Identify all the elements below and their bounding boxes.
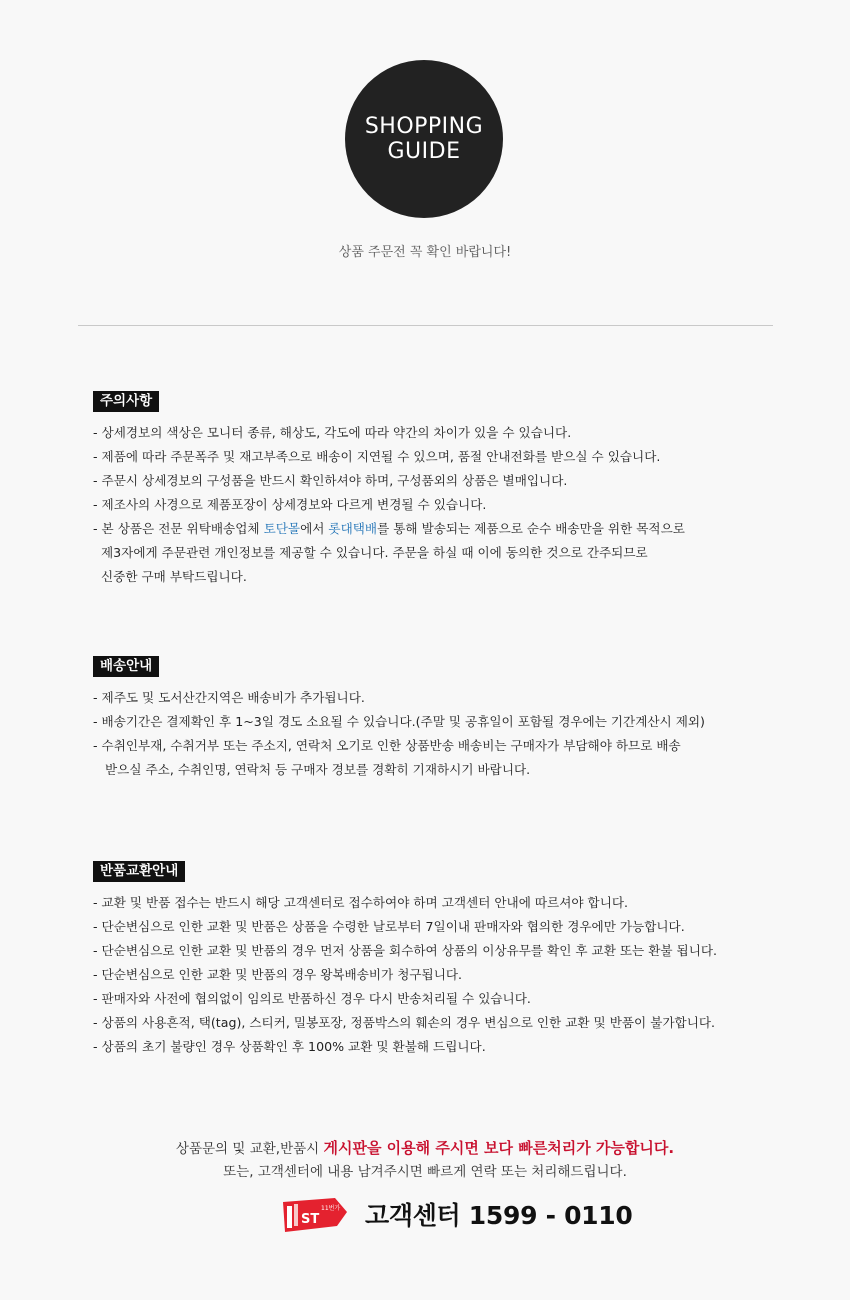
list-item: - 수취인부재, 수취거부 또는 주소지, 연락처 오기로 인한 상품반송 배송비는 구매자가 부담해야 하므로 배송 xyxy=(93,738,681,753)
list-item: - 상품의 사용흔적, 택(tag), 스티커, 밀봉포장, 정품박스의 훼손의 경우 변심으로 인한 교환 및 반품이 불가합니다. xyxy=(93,1015,716,1030)
list-item: - 배송기간은 결제확인 후 1~3일 경도 소요될 수 있습니다.(주말 및 공휴일이 포함될 경우에는 기간계산시 제외) xyxy=(93,714,705,729)
company-name: 토단몰 xyxy=(263,521,301,536)
item-text: - 본 상품은 전문 위탁배송업체 xyxy=(93,521,264,536)
shopping-guide-logo xyxy=(345,60,503,218)
footer-notice-2: 또는, 고객센터에 내용 남겨주시면 빠르게 연락 또는 처리해드립니다. xyxy=(223,1164,627,1180)
logo-text: ST xyxy=(301,1212,320,1227)
caution-list xyxy=(93,421,685,589)
returns-list xyxy=(93,891,717,1059)
caution-section xyxy=(93,390,685,589)
returns-title: 반품교환안내 xyxy=(93,861,185,882)
list-item-continued: 신중한 구매 부탁드립니다. xyxy=(101,569,247,584)
logo-line-2: GUIDE xyxy=(387,139,461,164)
footer-notice-text: 상품문의 및 교환,반품시 xyxy=(175,1141,324,1157)
list-item: - 단순변심으로 인한 교환 및 반품은 상품을 수령한 날로부터 7일이내 판매자와 협의한 경우에만 가능합니다. xyxy=(93,919,685,934)
customer-center xyxy=(277,1194,632,1234)
list-item: - 상품의 초기 불량인 경우 상품확인 후 100% 교환 및 환불해 드립니다. xyxy=(93,1039,486,1054)
list-item-continued: 제3자에게 주문관련 개인정보를 제공할 수 있습니다. 주문을 하실 때 이에 동의한 것으로 간주되므로 xyxy=(101,545,648,560)
list-item: - 판매자와 사전에 협의없이 임의로 반품하신 경우 다시 반송처리될 수 있습니다. xyxy=(93,991,531,1006)
returns-section xyxy=(93,860,717,1059)
list-item: - 주문시 상세경보의 구성품을 반드시 확인하셔야 하며, 구성품외의 상품은 별매입니다. xyxy=(93,473,568,488)
shipping-list xyxy=(93,686,705,782)
list-item: - 교환 및 반품 접수는 반드시 해당 고객센터로 접수하여야 하며 고객센터 안내에 따르셔야 합니다. xyxy=(93,895,629,910)
footer-highlight: 게시판을 이용해 주시면 보다 빠른처리가 가능합니다. xyxy=(323,1139,675,1157)
list-item-continued: 받으실 주소, 수취인명, 연락처 등 구매자 경보를 경확히 기재하시기 바랍니다. xyxy=(105,762,531,777)
footer-notice xyxy=(0,1137,850,1158)
list-item: - 제품에 따라 주문폭주 및 재고부족으로 배송이 지연될 수 있으며, 품절 안내전화를 받으실 수 있습니다. xyxy=(93,449,661,464)
divider xyxy=(78,325,773,326)
shipping-section xyxy=(93,655,705,782)
list-item: - 제주도 및 도서산간지역은 배송비가 추가됩니다. xyxy=(93,690,365,705)
list-item: - 상세경보의 색상은 모니터 종류, 해상도, 각도에 따라 약간의 차이가 있을 수 있습니다. xyxy=(93,425,572,440)
list-item: - 단순변심으로 인한 교환 및 반품의 경우 왕복배송비가 청구됩니다. xyxy=(93,967,463,982)
item-text: 에서 xyxy=(300,521,329,536)
shipping-title: 배송안내 xyxy=(93,656,159,677)
logo-line-1: SHOPPING xyxy=(364,114,484,139)
page-subtitle: 상품 주문전 꼭 확인 바랍니다! xyxy=(338,245,512,260)
customer-center-phone: 고객센터 1599 - 0110 xyxy=(365,1201,633,1230)
list-item xyxy=(93,517,685,541)
courier-name: 롯대택배 xyxy=(328,521,378,536)
11st-logo xyxy=(277,1194,349,1234)
list-item: - 제조사의 사경으로 제품포장이 상세경보와 다르게 변경될 수 있습니다. xyxy=(93,497,487,512)
caution-title: 주의사항 xyxy=(93,391,159,412)
list-item: - 단순변심으로 인한 교환 및 반품의 경우 먼저 상품을 회수하여 상품의 이상유무를 확인 후 교환 또는 환불 됩니다. xyxy=(93,943,718,958)
logo-small-text: 11번가 xyxy=(321,1205,341,1212)
item-text: 를 통해 발송되는 제품으로 순수 배송만을 위한 목적으로 xyxy=(377,521,685,536)
